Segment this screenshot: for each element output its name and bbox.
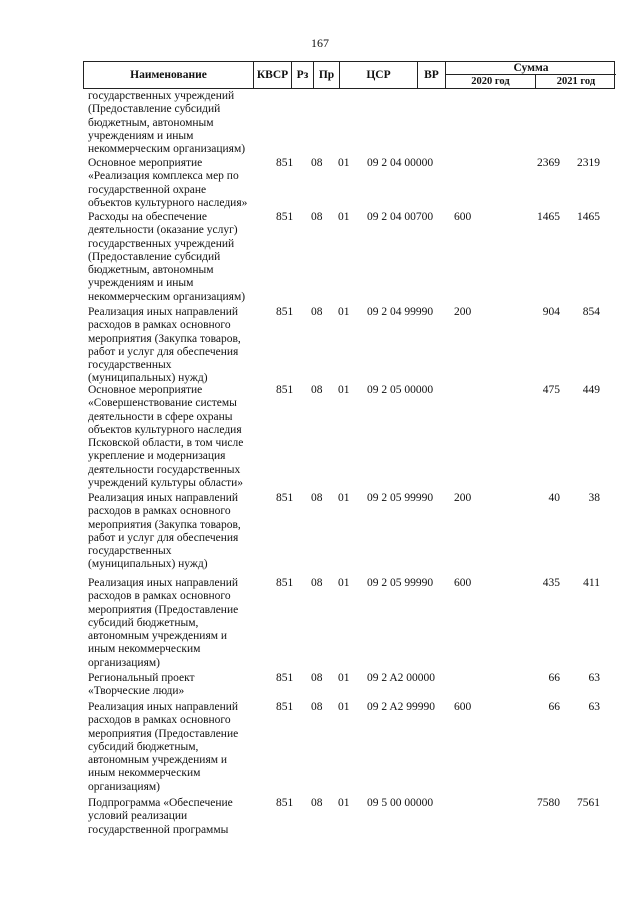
row-kvsr: 851 <box>276 577 294 589</box>
row-pr: 01 <box>338 577 350 589</box>
row-name: Основное мероприятие «Совершенствование системы деятельности в сфере охраны объектов культурного наследия Псковской области, в том числе укрепление и модернизация деятельности государственных учреждений культуры области» <box>88 384 244 490</box>
row-kvsr: 851 <box>276 306 294 318</box>
row-rz: 08 <box>311 306 323 318</box>
row-y2021: 1465 <box>577 211 600 223</box>
row-kvsr: 851 <box>276 211 294 223</box>
row-y2020: 1465 <box>537 211 560 223</box>
row-rz: 08 <box>311 797 323 809</box>
row-pr: 01 <box>338 672 350 684</box>
row-csr: 09 5 00 00000 <box>367 797 434 809</box>
header-sum-title: Сумма <box>446 62 616 75</box>
header-year-2021: 2021 год <box>556 76 596 87</box>
row-pr: 01 <box>338 797 350 809</box>
row-y2020: 66 <box>548 672 560 684</box>
row-csr: 09 2 04 00700 <box>367 211 434 223</box>
row-pr: 01 <box>338 306 350 318</box>
row-name: Реализация иных направлений расходов в рамках основного мероприятия (Предоставление субсидий бюджетным, автономным учреждениям и иным некоммерческим организациям) <box>88 701 239 793</box>
row-name: Подпрограмма «Обеспечение условий реализации государственной программы <box>88 797 233 836</box>
header-csr: ЦСР <box>340 62 418 88</box>
row-y2020: 2369 <box>537 157 560 169</box>
header-rz: Рз <box>292 62 314 88</box>
row-name: Основное мероприятие «Реализация комплекса мер по государственной охране объектов культурного наследия» <box>88 157 248 209</box>
header-name: Наименование <box>84 62 254 88</box>
row-kvsr: 851 <box>276 672 294 684</box>
row-pr: 01 <box>338 492 350 504</box>
row-csr: 09 2 A2 00000 <box>367 672 436 684</box>
row-rz: 08 <box>311 157 323 169</box>
header-sum <box>446 62 616 88</box>
row-name: Реализация иных направлений расходов в рамках основного мероприятия (Предоставление субсидий бюджетным, автономным учреждениям и иным некоммерческим организациям) <box>88 577 239 669</box>
row-name: Реализация иных направлений расходов в рамках основного мероприятия (Закупка товаров, работ и услуг для обеспечения государственных (муниципальных) нужд) <box>88 492 241 571</box>
page-number: 167 <box>311 36 329 50</box>
row-y2021: 449 <box>582 384 600 396</box>
header-vr: ВР <box>418 62 446 88</box>
row-rz: 08 <box>311 701 323 713</box>
row-pr: 01 <box>338 211 350 223</box>
row-kvsr: 851 <box>276 157 294 169</box>
row-kvsr: 851 <box>276 492 294 504</box>
row-y2020: 40 <box>548 492 560 504</box>
row-name: государственных учреждений (Предоставление субсидий бюджетным, автономным учреждениям и иным некоммерческим организациям) <box>88 90 246 156</box>
row-name: Расходы на обеспечение деятельности (оказание услуг) государственных учреждений (Предоставление субсидий бюджетным, автономным учреждениям и иным некоммерческим организациям) <box>88 211 246 303</box>
row-y2021: 411 <box>583 577 600 589</box>
row-y2021: 63 <box>588 672 600 684</box>
row-csr: 09 2 05 00000 <box>367 384 434 396</box>
table-header <box>83 61 615 89</box>
row-kvsr: 851 <box>276 797 294 809</box>
row-y2021: 2319 <box>577 157 600 169</box>
row-y2020: 435 <box>542 577 560 589</box>
row-csr: 09 2 05 99990 <box>367 492 434 504</box>
row-pr: 01 <box>338 384 350 396</box>
row-csr: 09 2 04 99990 <box>367 306 434 318</box>
row-y2020: 7580 <box>537 797 560 809</box>
row-y2021: 7561 <box>577 797 600 809</box>
row-name: Региональный проект «Творческие люди» <box>88 672 195 698</box>
row-pr: 01 <box>338 701 350 713</box>
header-pr: Пр <box>314 62 340 88</box>
row-vr: 600 <box>454 577 472 589</box>
row-pr: 01 <box>338 157 350 169</box>
row-rz: 08 <box>311 672 323 684</box>
row-rz: 08 <box>311 577 323 589</box>
row-rz: 08 <box>311 492 323 504</box>
row-y2020: 475 <box>542 384 560 396</box>
row-csr: 09 2 05 99990 <box>367 577 434 589</box>
row-csr: 09 2 04 00000 <box>367 157 434 169</box>
row-vr: 600 <box>454 211 472 223</box>
row-rz: 08 <box>311 384 323 396</box>
row-kvsr: 851 <box>276 384 294 396</box>
row-vr: 600 <box>454 701 472 713</box>
row-rz: 08 <box>311 211 323 223</box>
row-name: Реализация иных направлений расходов в рамках основного мероприятия (Закупка товаров, работ и услуг для обеспечения государственных (муниципальных) нужд) <box>88 306 241 385</box>
row-y2020: 904 <box>542 306 560 318</box>
row-y2021: 854 <box>582 306 600 318</box>
row-vr: 200 <box>454 306 472 318</box>
row-y2020: 66 <box>548 701 560 713</box>
row-csr: 09 2 A2 99990 <box>367 701 436 713</box>
row-kvsr: 851 <box>276 701 294 713</box>
row-vr: 200 <box>454 492 472 504</box>
header-kvsr: КВСР <box>254 62 292 88</box>
row-y2021: 38 <box>588 492 600 504</box>
row-y2021: 63 <box>588 701 600 713</box>
header-year-2020: 2020 год <box>446 75 536 89</box>
